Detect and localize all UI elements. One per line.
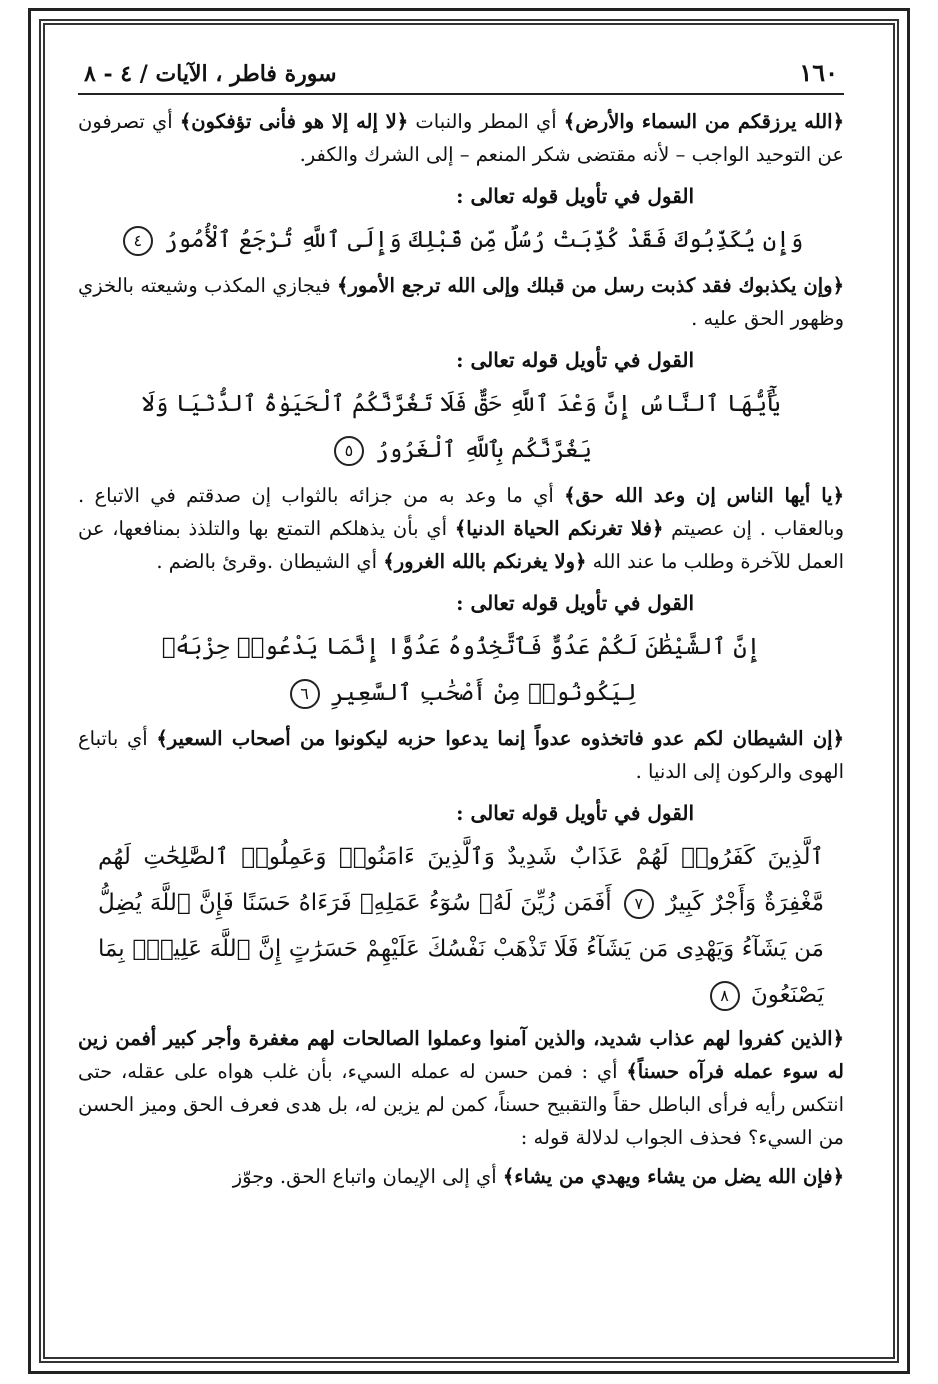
commentary-text: أي المطر والنبات: [415, 110, 557, 133]
quran-quote: إن الشيطان لكم عدو فاتخذوه عدواً إنما يدعوا حزبه ليكونوا من أصحاب السعير: [167, 727, 833, 750]
quran-quote: لا إله إلا هو فأنى تؤفكون: [191, 110, 397, 133]
quran-verse: [78, 624, 844, 716]
quran-verse: [78, 217, 844, 263]
quran-verses-block: [78, 834, 844, 1018]
section-heading: القول في تأويل قوله تعالى :: [456, 184, 694, 208]
surah-title: سورة فاطر ، الآيات / ٤ - ٨: [84, 61, 337, 87]
verse-text: وَإِن يُكَذِّبُوكَ فَقَدْ كُذِّبَتْ رُسُلٌ مِّن قَبْلِكَ وَإِلَى ٱللَّهِ تُرْجَعُ ٱلْأُمُورُ: [164, 227, 804, 253]
paragraph: ﴿الذين كفروا لهم عذاب شديد، والذين آمنوا وعملوا الصالحات لهم مغفرة وأجر كبير أفمن زين له سوء عمله فرآه حسناً﴾ أي : فمن حسن له عمله السيء، بأن غلب هواه على عقله، حتى انتكس رأيه فرأى الباطل حقاً والتقبيح حسناً، كمن لم يزين له، بل هدى فعرف الحق وميز الحسن من السيء؟ فحذف الجواب لدلالة قوله :: [78, 1027, 844, 1149]
commentary-text: أي بأن يذهلكم التمتع بها والتلذذ بمنافعها، عن العمل للآخرة وطلب ما عند الله: [78, 517, 844, 573]
quran-quote: وإن يكذبوك فقد كذبت رسل من قبلك وإلى الله ترجع الأمور: [348, 274, 833, 297]
commentary-text: أي باتباع الهوى والركون إلى الدنيا .: [78, 727, 844, 783]
quran-quote: فإن الله يضل من يشاء ويهدي من يشاء: [514, 1165, 833, 1188]
commentary-text: أي ما وعد به من جزائه بالثواب إن صدقتم في الاتباع . وبالعقاب . إن عصيتم: [78, 484, 844, 540]
verse-text: أَفَمَن زُيِّنَ لَهُۥ سُوٓءُ عَمَلِهِۦ فَرَءَاهُ حَسَنًا فَإِنَّ ٱللَّهَ يُضِلُّ مَن يَشَآءُ وَيَهْدِى مَن يَشَآءُ فَلَا تَذْهَبْ نَفْسُكَ عَلَيْهِمْ حَسَرَٰتٍ إِنَّ ٱللَّهَ عَلِيمٌۢ بِمَا يَصْنَعُونَ: [98, 890, 824, 1008]
page-header: [78, 58, 844, 95]
quran-quote: يا أيها الناس إن وعد الله حق: [575, 484, 833, 507]
commentary-text: أي الشيطان .وقرئ بالضم .: [156, 550, 378, 573]
page-number: ١٦٠: [799, 58, 838, 87]
section-heading: القول في تأويل قوله تعالى :: [456, 801, 694, 825]
verse-number-marker: ٨: [710, 981, 740, 1011]
section-heading: القول في تأويل قوله تعالى :: [456, 591, 694, 615]
paragraph: ﴿الله يرزقكم من السماء والأرض﴾ أي المطر والنبات ﴿لا إله إلا هو فأنى تؤفكون﴾ أي تصرفون عن التوحيد الواجب – لأنه مقتضى شكر المنعم – إلى الشرك والكفر.: [78, 110, 844, 166]
paragraph: ﴿وإن يكذبوك فقد كذبت رسل من قبلك وإلى الله ترجع الأمور﴾ فيجازي المكذب وشيعته بالخزي وظهور الحق عليه .: [78, 274, 844, 330]
section-heading: القول في تأويل قوله تعالى :: [456, 348, 694, 372]
verse-number-marker: ٧: [624, 889, 654, 919]
verse-text: ٱلَّذِينَ كَفَرُوا۟ لَهُمْ عَذَابٌ شَدِيدٌ وَٱلَّذِينَ ءَامَنُوا۟ وَعَمِلُوا۟ ٱلصَّٰلِحَٰتِ لَهُم مَّغْفِرَةٌ وَأَجْرٌ كَبِيرٌ: [98, 844, 825, 916]
verse-number-marker: ٤: [123, 226, 153, 256]
quran-quote: الله يرزقكم من السماء والأرض: [575, 110, 833, 133]
paragraph: ﴿يا أيها الناس إن وعد الله حق﴾ أي ما وعد به من جزائه بالثواب إن صدقتم في الاتباع . وبالعقاب . إن عصيتم ﴿فلا تغرنكم الحياة الدنيا﴾ أي بأن يذهلكم التمتع بها والتلذذ بمنافعها، عن العمل للآخرة وطلب ما عند الله ﴿ولا يغرنكم بالله الغرور﴾ أي الشيطان .وقرئ بالضم .: [78, 484, 844, 573]
commentary-text: فيجازي المكذب وشيعته بالخزي وظهور الحق عليه .: [78, 274, 844, 330]
quran-verse: [78, 381, 844, 473]
quran-quote: فلا تغرنكم الحياة الدنيا: [466, 517, 652, 540]
commentary-text: أي : فمن حسن له عمله السيء، بأن غلب هواه على عقله، حتى انتكس رأيه فرأى الباطل حقاً والتقبيح حسناً، كمن لم يزين له، بل هدى فعرف الحق وميز الحسن من السيء؟ فحذف الجواب لدلالة قوله :: [78, 1060, 844, 1149]
verse-number-marker: ٦: [290, 679, 320, 709]
verse-text: إِنَّ ٱلشَّيْطَٰنَ لَكُمْ عَدُوٌّ فَٱتَّخِذُوهُ عَدُوًّا إِنَّمَا يَدْعُوا۟ حِزْبَهُۥ لِيَكُونُوا۟ مِنْ أَصْحَٰبِ ٱلسَّعِيرِ: [161, 634, 761, 706]
verse-text: يَٰٓأَيُّهَا ٱلنَّاسُ إِنَّ وَعْدَ ٱللَّهِ حَقٌّ فَلَا تَغُرَّنَّكُمُ ٱلْحَيَوٰةُ ٱلدُّنْيَا وَلَا يَغُرَّنَّكُم بِٱللَّهِ ٱلْغَرُورُ: [141, 391, 781, 463]
paragraph: ﴿فإن الله يضل من يشاء ويهدي من يشاء﴾ أي إلى الإيمان واتباع الحق. وجوّز: [232, 1165, 844, 1188]
book-page: [78, 58, 844, 1348]
commentary-text: أي تصرفون عن التوحيد الواجب – لأنه مقتضى شكر المنعم – إلى الشرك والكفر.: [78, 110, 844, 166]
commentary-text: أي إلى الإيمان واتباع الحق. وجوّز: [232, 1165, 497, 1188]
quran-quote: الذين كفروا لهم عذاب شديد، والذين آمنوا وعملوا الصالحات لهم مغفرة وأجر كبير أفمن زين له سوء عمله فرآه حسناً: [78, 1027, 844, 1083]
quran-quote: ولا يغرنكم بالله الغرور: [394, 550, 575, 573]
paragraph: ﴿إن الشيطان لكم عدو فاتخذوه عدواً إنما يدعوا حزبه ليكونوا من أصحاب السعير﴾ أي باتباع الهوى والركون إلى الدنيا .: [78, 727, 844, 783]
verse-number-marker: ٥: [334, 436, 364, 466]
